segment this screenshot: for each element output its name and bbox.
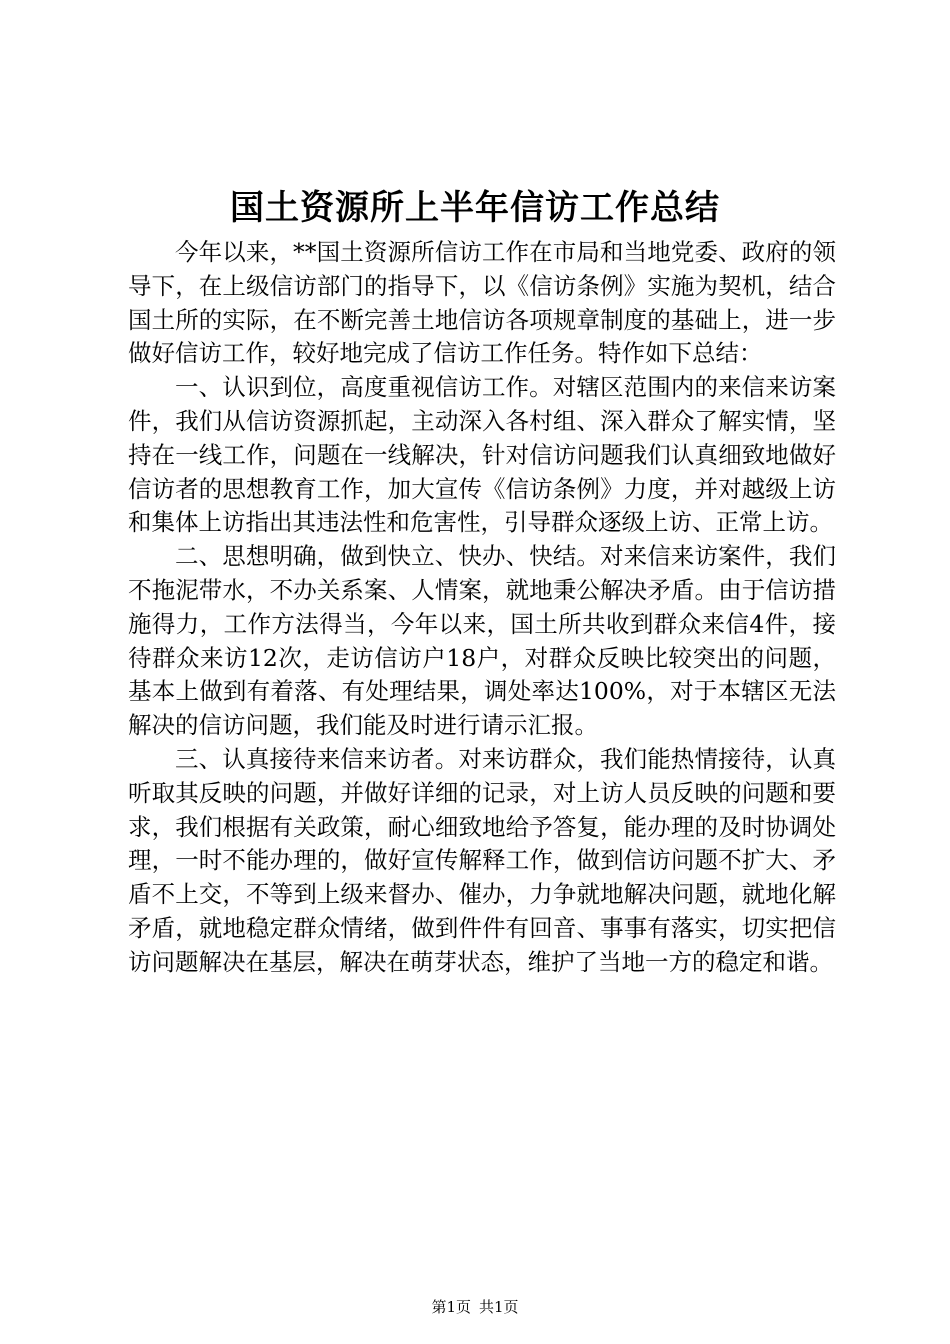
paragraph-intro: 今年以来，**国土资源所信访工作在市局和当地党委、政府的领导下，在上级信访部门的指导下，以《信访条例》实施为契机，结合国土所的实际，在不断完善土地信访各项规章制度的基础上，进一步做好信访工作，较好地完成了信访工作任务。特作如下总结： [128, 238, 836, 368]
paragraph-section-3: 三、认真接待来信来访者。对来访群众，我们能热情接待，认真听取其反映的问题，并做好详细的记录，对上访人员反映的问题和要求，我们根据有关政策，耐心细致地给予答复，能办理的及时协调处理，一时不能办理的，做好宣传解释工作，做到信访问题不扩大、矛盾不上交，不等到上级来督办、催办，力争就地解决问题，就地化解矛盾，就地稳定群众情绪，做到件件有回音、事事有落实，切实把信访问题解决在基层，解决在萌芽状态，维护了当地一方的稳定和谐。 [128, 744, 836, 976]
document-body [128, 236, 836, 980]
page-number-total: 共1页 [479, 1298, 519, 1316]
paragraph-section-2: 二、思想明确，做到快立、快办、快结。对来信来访案件，我们不拖泥带水，不办关系案、人情案，就地秉公解决矛盾。由于信访措施得力，工作方法得当，今年以来，国土所共收到群众来信4件，接待群众来访12次，走访信访户18户，对群众反映比较突出的问题，基本上做到有着落、有处理结果，调处率达100%，对于本辖区无法解决的信访问题，我们能及时进行请示汇报。 [128, 542, 836, 740]
paragraph-section-1: 一、认识到位，高度重视信访工作。对辖区范围内的来信来访案件，我们从信访资源抓起，主动深入各村组、深入群众了解实情，坚持在一线工作，问题在一线解决，针对信访问题我们认真细致地做好信访者的思想教育工作，加大宣传《信访条例》力度，并对越级上访和集体上访指出其违法性和危害性，引导群众逐级上访、正常上访。 [128, 373, 836, 537]
document-title: 国土资源所上半年信访工作总结 [230, 188, 720, 228]
page-footer [0, 1296, 950, 1318]
page-number-current: 第1页 [431, 1298, 471, 1316]
